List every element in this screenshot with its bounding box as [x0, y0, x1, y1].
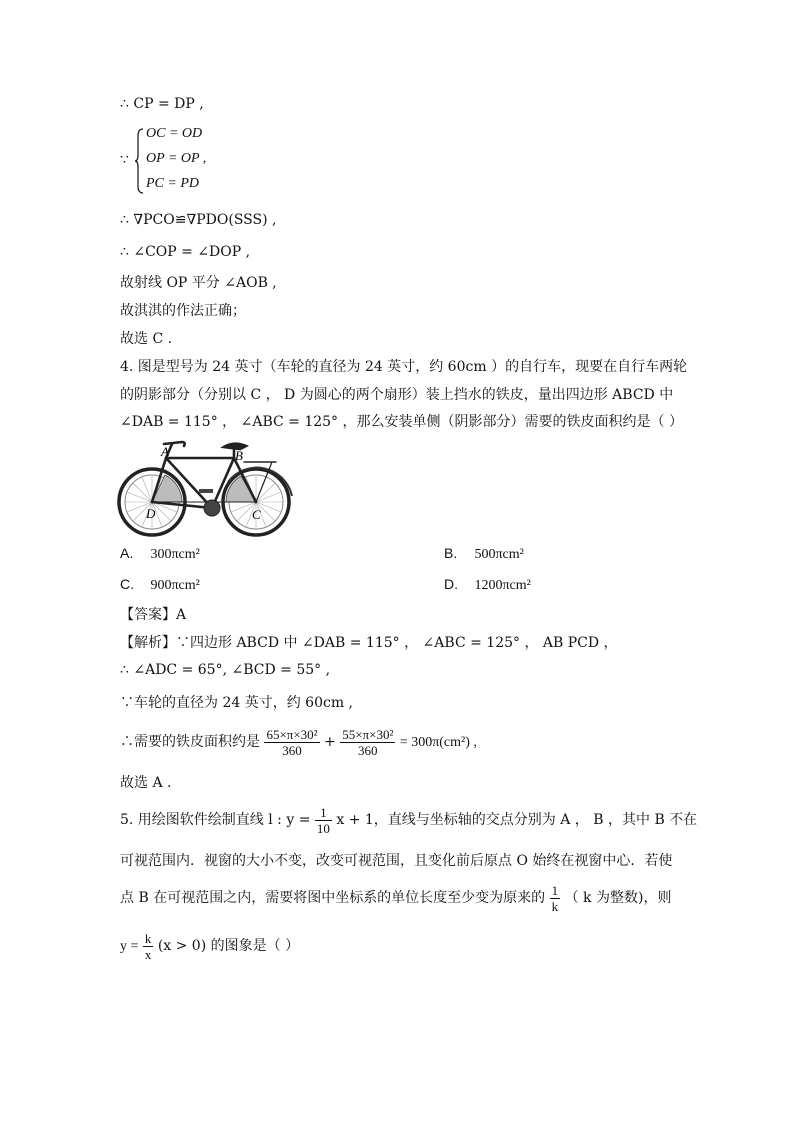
- system-eq-pc-pd: PC = PD: [146, 176, 199, 191]
- q5-fraction-1-k: $\frac{1}{k}$: [551, 882, 559, 914]
- plus-sign: +: [324, 734, 336, 750]
- q4-stem-line3: ∠DAB = 115° ， ∠ABC = 125° ，那么安装单侧（阴影部分）需要的铁皮面积约是（ ）: [120, 414, 683, 430]
- q4-conclusion: 故选 A .: [120, 775, 172, 791]
- option-b-label: B.: [444, 545, 458, 561]
- q5-fraction-k-x: $\frac{k}{x}$: [144, 930, 152, 962]
- proof-line-cp-dp: ∴ CP = DP ,: [120, 96, 204, 112]
- option-b[interactable]: [444, 545, 524, 563]
- crank-gear: [204, 500, 220, 516]
- option-c-label: C.: [120, 576, 134, 592]
- area-result: = 300π(cm²) ,: [399, 735, 477, 750]
- q4-analysis-line4: [120, 722, 477, 762]
- q5-stem-line3: 点 B 在可视范围之内，需要将图中坐标系的单位长度至少变为原来的 $\frac{1}{k}$ （ k 为整数)，则: [120, 882, 672, 914]
- option-a[interactable]: [120, 545, 200, 563]
- bicycle-figure: [116, 436, 296, 540]
- label-a: A: [161, 444, 169, 459]
- option-d-text: 1200πcm²: [474, 578, 531, 593]
- pedal: [199, 489, 213, 493]
- fraction-1: $\frac{\text{65×π×30²}}{360}$: [266, 726, 318, 758]
- q4-analysis-line2: ∴ ∠ADC = 65°, ∠BCD = 55° ,: [120, 662, 331, 678]
- q4-answer: 【答案】A: [120, 607, 187, 623]
- option-d-label: D.: [444, 576, 458, 592]
- q4-stem-line1: 4. 图是型号为 24 英寸（车轮的直径为 24 英寸，约 60cm ）的自行车，现要在自行车两轮: [120, 359, 688, 375]
- label-c: C: [252, 507, 261, 522]
- proof-line-correct: 故淇淇的作法正确；: [120, 303, 246, 319]
- option-a-label: A.: [120, 545, 134, 561]
- system-eq-op-op: OP = OP ,: [146, 151, 207, 166]
- option-c-text: 900πcm²: [150, 578, 200, 593]
- q5-stem-line2: 可视范围内．视窗的大小不变，改变可视范围，且变化前后原点 O 始终在视窗中心．若使: [120, 853, 673, 869]
- q4-stem-line2: 的阴影部分（分别以 C ， D 为圆心的两个扇形）装上挡水的铁皮，量出四边形 ABCD 中: [120, 387, 674, 403]
- q4-analysis-line1: 【解析】∵四边形 ABCD 中 ∠DAB = 115° ， ∠ABC = 125° ， AB PCD ，: [120, 635, 618, 651]
- fraction-2: $\frac{\text{55×π×30²}}{360}$: [342, 726, 394, 758]
- proof-line-congruent: ∴ ∇PCO≌∇PDO(SSS) ,: [120, 212, 277, 228]
- option-c[interactable]: [120, 576, 200, 594]
- q5-fraction-1-10: $\frac{1}{10}$: [316, 804, 330, 836]
- option-b-text: 500πcm²: [474, 547, 524, 562]
- option-d[interactable]: [444, 576, 531, 594]
- q5-stem-line1: 5. 用绘图软件绘制直线 l : y = $\frac{1}{10}$ x + 1，直线与坐标轴的交点分别为 A ， B ，其中 B 不在: [120, 804, 698, 836]
- option-a-text: 300πcm²: [150, 547, 200, 562]
- proof-line-choose-c: 故选 C .: [120, 331, 173, 347]
- q4-analysis-line3: ∵车轮的直径为 24 英寸，约 60cm ,: [120, 695, 353, 711]
- q5-stem-line4: y = $\frac{k}{x}$ (x > 0) 的图象是（ ）: [120, 930, 300, 962]
- because-symbol: ∵: [120, 152, 129, 168]
- system-eq-oc-od: OC = OD: [146, 126, 203, 141]
- label-b: B: [235, 448, 243, 463]
- area-prefix: ∴需要的铁皮面积约是: [120, 734, 260, 750]
- proof-line-bisect: 故射线 OP 平分 ∠AOB ,: [120, 275, 277, 291]
- label-d: D: [146, 506, 156, 521]
- proof-line-angle-equal: ∴ ∠COP = ∠DOP ,: [120, 244, 251, 260]
- system-brace: [134, 128, 144, 194]
